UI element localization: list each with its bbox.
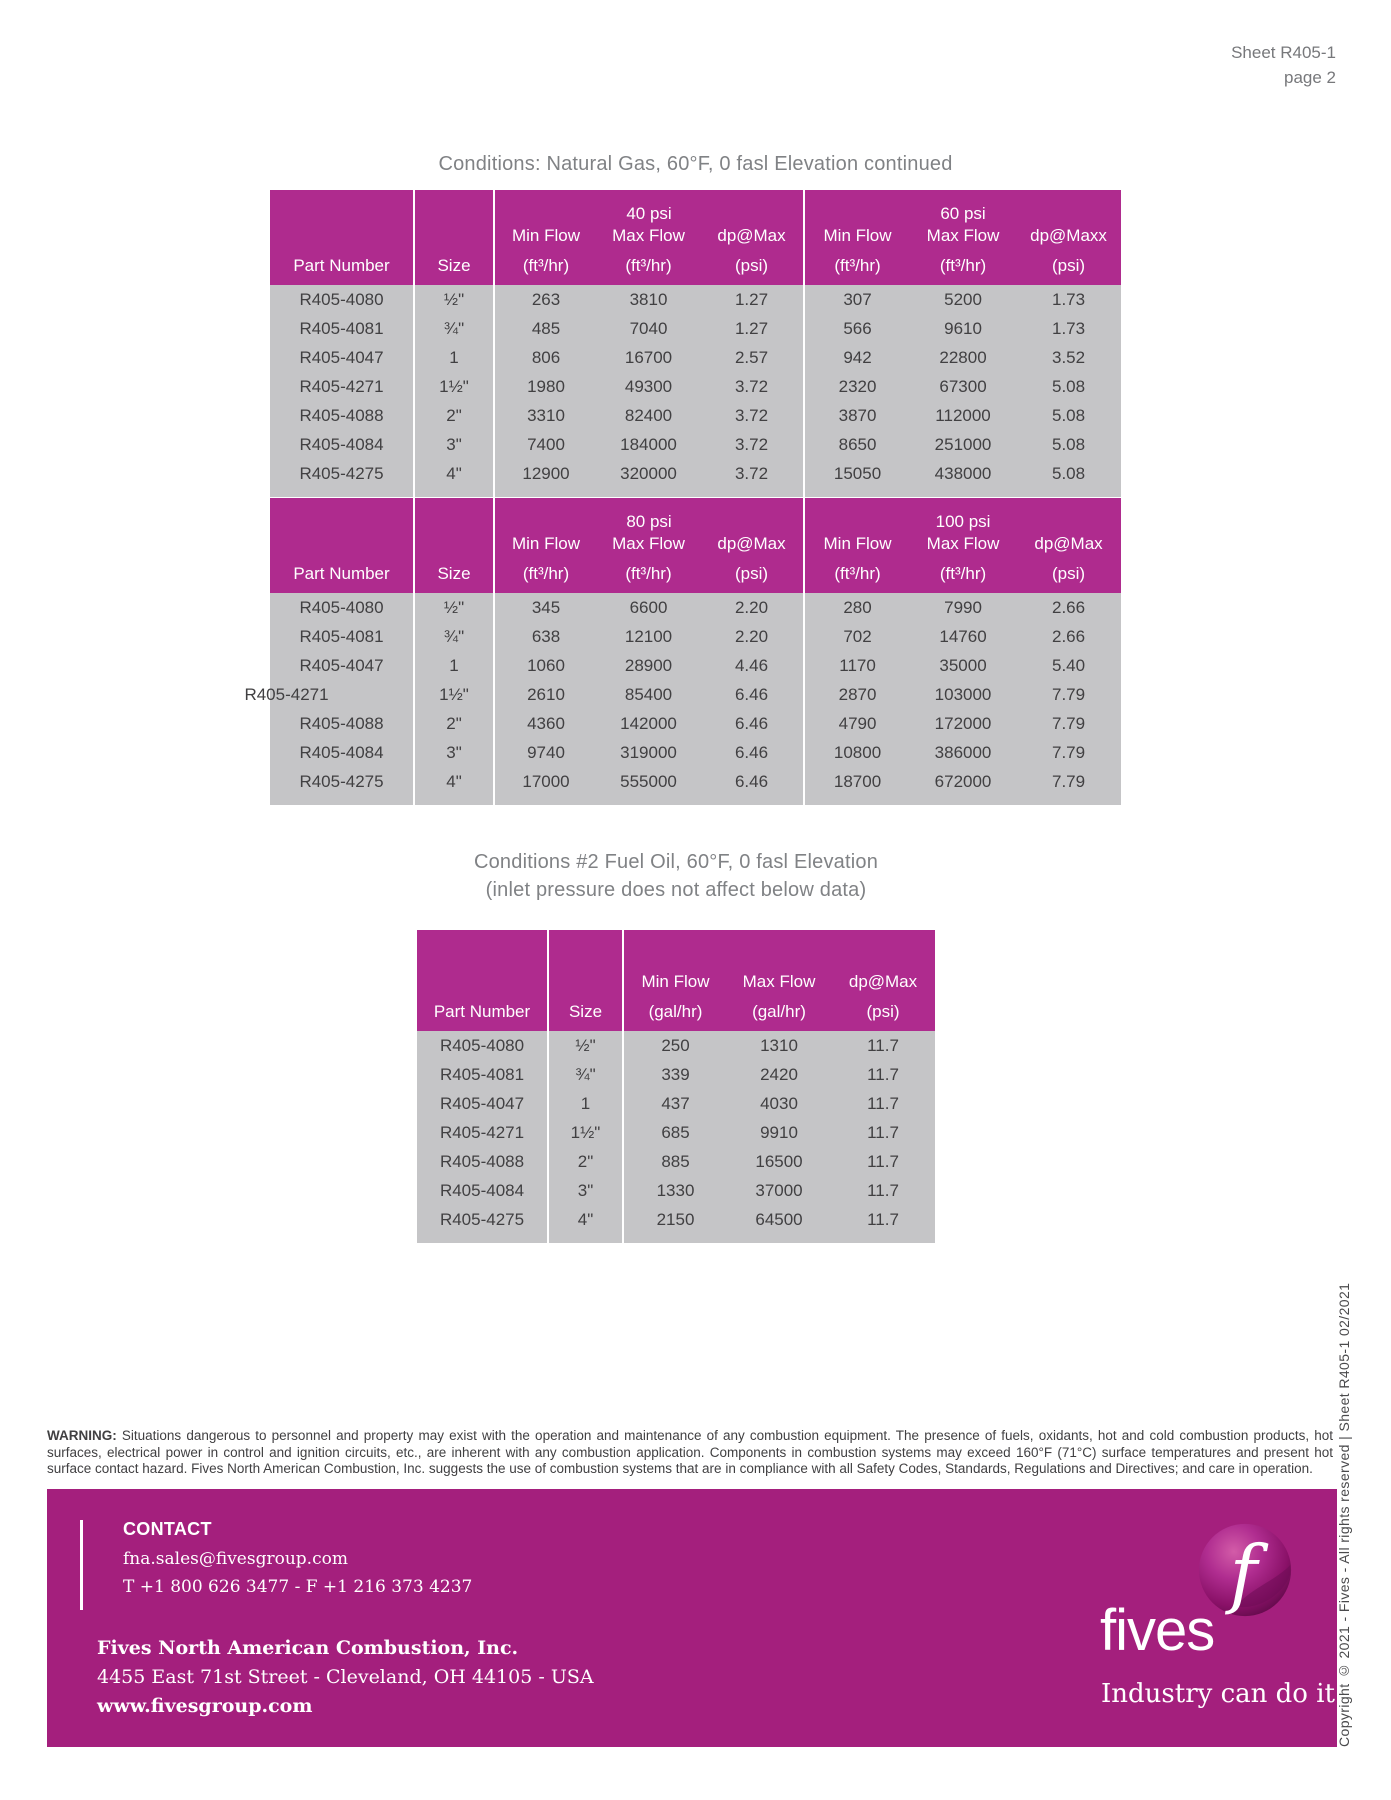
col-header: Min Flow [804,224,910,248]
col-header: dp@Max [700,532,804,556]
col-unit: (psi) [700,248,804,285]
part-number-cell: R405-4047 [270,343,414,372]
data-cell: 2" [414,401,494,430]
data-cell: 672000 [910,767,1016,796]
data-cell: 2610 [494,680,597,709]
data-cell: 172000 [910,709,1016,738]
part-number-cell: R405-4275 [270,459,414,488]
data-cell: 1½" [414,372,494,401]
data-cell: 2150 [623,1205,727,1234]
data-cell: 1310 [727,1031,831,1060]
table-body [244,593,1121,805]
part-number-cell: R405-4047 [270,651,414,680]
col-unit: (gal/hr) [623,994,727,1031]
data-cell: 142000 [597,709,700,738]
data-cell: 702 [804,622,910,651]
part-number-cell: R405-4275 [270,767,414,796]
header-blank [414,190,494,224]
data-cell: 251000 [910,430,1016,459]
data-cell: 1.27 [700,314,804,343]
data-cell: 12900 [494,459,597,488]
col-unit: (ft³/hr) [910,248,1016,285]
col-header: Min Flow [804,532,910,556]
contact-phone: T +1 800 626 3477 - F +1 216 373 4237 [123,1577,473,1597]
footer-band [47,1489,1337,1747]
data-cell: 263 [494,285,597,314]
data-cell: 1½" [414,680,494,709]
header-blank [417,930,548,970]
table-bottom-spacer [270,488,1121,497]
data-cell: 1 [414,651,494,680]
data-cell: 18700 [804,767,910,796]
table-row [417,1060,935,1089]
table-row [417,1176,935,1205]
pressure-group-label: 40 psi [494,190,804,224]
col-unit: (psi) [700,556,804,593]
company-name: Fives North American Combustion, Inc. [97,1637,519,1659]
data-cell: 2.66 [1016,622,1121,651]
data-cell: 7400 [494,430,597,459]
warning-text: Situations dangerous to personnel and property may exist with the operation and maintenance of any combustion equipment. The presence of fuels, oxidants, hot and cold combustion products, hot surfaces, electrical power in control and ignition circuits, etc., are inherent with any combustion application. Components in combustion systems may exceed 160°F (71°C) surface temperatures and present hot surface contact hazard. Fives North American Combustion, Inc. suggests the use of combustion systems that are in compliance with all Safety Codes, Standards, Regulations and Directives; and care in operation. [47,1428,1333,1476]
col-header: dp@Max [700,224,804,248]
data-cell: 3870 [804,401,910,430]
sheet-number: Sheet R405-1 [1231,43,1336,62]
part-number-cell: R405-4080 [270,593,414,622]
table-body [417,1031,935,1243]
company-website: www.fivesgroup.com [97,1695,313,1717]
data-cell: 4" [414,459,494,488]
header-blank [623,930,935,970]
data-cell: 7040 [597,314,700,343]
table-row [270,651,1121,680]
data-cell: 7.79 [1016,709,1121,738]
header-blank [414,532,494,556]
sheet-reference [1231,40,1336,90]
contact-divider-bar [80,1520,83,1610]
data-cell: 16700 [597,343,700,372]
data-cell: 7.79 [1016,680,1121,709]
fuel-oil-title-line1: Conditions #2 Fuel Oil, 60°F, 0 fasl Elevation [473,851,879,873]
data-cell: 1 [414,343,494,372]
table-header [417,930,935,1031]
data-cell: 28900 [597,651,700,680]
data-cell: 1 [548,1089,623,1118]
data-cell: 9740 [494,738,597,767]
part-number-cell: R405-4271 [417,1118,548,1147]
table-row [417,1147,935,1176]
data-cell: 9610 [910,314,1016,343]
data-cell: 37000 [727,1176,831,1205]
part-number-cell: R405-4081 [270,622,414,651]
data-cell: 17000 [494,767,597,796]
data-cell: 3.72 [700,401,804,430]
col-header-size: Size [548,994,623,1031]
data-cell: 5.40 [1016,651,1121,680]
part-number-cell: R405-4088 [417,1147,548,1176]
pressure-group-label: 100 psi [804,498,1121,532]
data-cell: 1.73 [1016,285,1121,314]
data-cell: 7.79 [1016,738,1121,767]
data-cell: 49300 [597,372,700,401]
data-cell: ¾" [414,314,494,343]
table-header [270,498,1121,593]
data-cell: 11.7 [831,1089,935,1118]
data-cell: 2" [548,1147,623,1176]
col-header-part-number: Part Number [417,994,548,1031]
data-cell: 7990 [910,593,1016,622]
table-row [270,372,1121,401]
data-cell: 64500 [727,1205,831,1234]
table-bottom-spacer [270,796,1121,805]
header-blank [270,498,414,532]
data-cell: 103000 [910,680,1016,709]
table-row [270,401,1121,430]
natural-gas-table-80-100-psi [244,498,1121,805]
svg-text:f: f [1229,1529,1258,1617]
natural-gas-table-40-60-psi [270,190,1121,497]
data-cell: 806 [494,343,597,372]
data-cell: 9910 [727,1118,831,1147]
part-number-cell: R405-4081 [270,314,414,343]
header-blank [270,224,414,248]
data-cell: 638 [494,622,597,651]
data-cell: 11.7 [831,1176,935,1205]
table-bottom-spacer [417,1234,935,1243]
data-cell: 1.73 [1016,314,1121,343]
data-cell: 1170 [804,651,910,680]
col-unit: (psi) [1016,556,1121,593]
data-cell: 280 [804,593,910,622]
col-header: Min Flow [623,970,727,994]
data-cell: 1½" [548,1118,623,1147]
col-unit: (psi) [831,994,935,1031]
header-blank [548,970,623,994]
data-cell: 437 [623,1089,727,1118]
contact-email: fna.sales@fivesgroup.com [123,1549,348,1569]
data-cell: 3.52 [1016,343,1121,372]
fuel-oil-title [417,848,935,904]
col-header-size: Size [414,248,494,285]
col-unit: (ft³/hr) [494,556,597,593]
data-cell: 6.46 [700,738,804,767]
data-cell: 386000 [910,738,1016,767]
company-address: 4455 East 71st Street - Cleveland, OH 44105 - USA [97,1666,594,1688]
data-cell: 1980 [494,372,597,401]
header-blank [417,970,548,994]
data-cell: 5.08 [1016,372,1121,401]
data-cell: 22800 [910,343,1016,372]
data-cell: 82400 [597,401,700,430]
warning-label: WARNING: [47,1428,122,1443]
data-cell: 67300 [910,372,1016,401]
data-cell: 250 [623,1031,727,1060]
data-cell: 485 [494,314,597,343]
fuel-oil-title-line2: (inlet pressure does not affect below data) [485,879,867,901]
data-cell: 11.7 [831,1031,935,1060]
data-cell: ½" [548,1031,623,1060]
fives-logotype: fives [1100,1598,1215,1663]
table-row [270,314,1121,343]
col-header: Max Flow [910,224,1016,248]
data-cell: 4" [414,767,494,796]
part-number-cell: R405-4047 [417,1089,548,1118]
data-cell: 6.46 [700,767,804,796]
col-header: Min Flow [494,224,597,248]
contact-heading: CONTACT [123,1519,212,1539]
table-row [270,430,1121,459]
data-cell: 4" [548,1205,623,1234]
header-blank [270,532,414,556]
data-cell: ½" [414,593,494,622]
data-cell: 566 [804,314,910,343]
data-cell: 11.7 [831,1147,935,1176]
table-row [270,593,1121,622]
data-cell: 12100 [597,622,700,651]
data-cell: ¾" [414,622,494,651]
col-unit: (ft³/hr) [804,556,910,593]
data-cell: 3310 [494,401,597,430]
table-row [270,622,1121,651]
col-header: Max Flow [597,224,700,248]
col-header: Min Flow [494,532,597,556]
part-number-cell: R405-4081 [417,1060,548,1089]
table-row [417,1118,935,1147]
data-cell: 2.57 [700,343,804,372]
col-unit: (ft³/hr) [597,248,700,285]
data-cell: 3.72 [700,459,804,488]
data-cell: 6.46 [700,680,804,709]
data-cell: 2870 [804,680,910,709]
table-row [270,680,1121,709]
data-cell: 112000 [910,401,1016,430]
part-number-cell: R405-4084 [270,430,414,459]
table-row [417,1031,935,1060]
data-cell: 555000 [597,767,700,796]
col-header: Max Flow [727,970,831,994]
part-number-cell: R405-4088 [270,401,414,430]
data-cell: 2.20 [700,622,804,651]
data-cell: 3.72 [700,430,804,459]
col-header-size: Size [414,556,494,593]
table-row [270,285,1121,314]
col-header: dp@Max [831,970,935,994]
pressure-group-label: 60 psi [804,190,1121,224]
data-cell: 2.20 [700,593,804,622]
data-cell: 11.7 [831,1118,935,1147]
data-cell: 5.08 [1016,459,1121,488]
warning-paragraph [47,1428,1333,1478]
data-cell: 319000 [597,738,700,767]
col-unit: (psi) [1016,248,1121,285]
col-header: Max Flow [910,532,1016,556]
data-cell: 3.72 [700,372,804,401]
part-number-cell: R405-4275 [417,1205,548,1234]
data-cell: 2320 [804,372,910,401]
part-number-cell: R405-4084 [270,738,414,767]
part-number-cell: R405-4271 [270,680,414,709]
header-blank [548,930,623,970]
data-cell: 8650 [804,430,910,459]
table-row [270,767,1121,796]
col-unit: (gal/hr) [727,994,831,1031]
table-header [270,190,1121,285]
data-cell: 1060 [494,651,597,680]
table-row [270,738,1121,767]
fives-tagline: Industry can do it [1101,1679,1335,1709]
data-cell: 4790 [804,709,910,738]
data-cell: ¾" [548,1060,623,1089]
data-cell: 339 [623,1060,727,1089]
data-cell: 1330 [623,1176,727,1205]
data-cell: 5.08 [1016,430,1121,459]
data-cell: 1.27 [700,285,804,314]
data-cell: 4360 [494,709,597,738]
data-cell: 885 [623,1147,727,1176]
col-header: dp@Maxx [1016,224,1121,248]
pressure-group-label: 80 psi [494,498,804,532]
data-cell: 5200 [910,285,1016,314]
data-cell: 685 [623,1118,727,1147]
data-cell: 345 [494,593,597,622]
table-row [270,709,1121,738]
header-blank [414,498,494,532]
fuel-oil-table [417,930,935,1243]
data-cell: 3" [414,738,494,767]
data-cell: ½" [414,285,494,314]
table-row [417,1089,935,1118]
data-cell: 3" [548,1176,623,1205]
part-number-cell: R405-4080 [270,285,414,314]
data-cell: 6.46 [700,709,804,738]
part-number-cell: R405-4084 [417,1176,548,1205]
col-unit: (ft³/hr) [494,248,597,285]
data-cell: 4030 [727,1089,831,1118]
data-cell: 3" [414,430,494,459]
data-cell: 184000 [597,430,700,459]
data-cell: 15050 [804,459,910,488]
data-cell: 307 [804,285,910,314]
data-cell: 3810 [597,285,700,314]
data-cell: 320000 [597,459,700,488]
col-unit: (ft³/hr) [804,248,910,285]
part-number-cell: R405-4080 [417,1031,548,1060]
data-cell: 2420 [727,1060,831,1089]
part-number-cell: R405-4271 [270,372,414,401]
data-cell: 85400 [597,680,700,709]
table-row [417,1205,935,1234]
data-cell: 7.79 [1016,767,1121,796]
vertical-copyright-note: Copyright © 2021 - Fives - All rights reserved | Sheet R405-1 02/2021 [1336,1282,1352,1747]
col-header: dp@Max [1016,532,1121,556]
table-body [270,285,1121,497]
data-cell: 438000 [910,459,1016,488]
table-row [270,343,1121,372]
data-cell: 942 [804,343,910,372]
col-header-part-number: Part Number [270,556,414,593]
data-cell: 14760 [910,622,1016,651]
data-cell: 2" [414,709,494,738]
natural-gas-title: Conditions: Natural Gas, 60°F, 0 fasl Elevation continued [438,153,953,175]
header-blank [414,224,494,248]
header-blank [270,190,414,224]
data-cell: 35000 [910,651,1016,680]
data-cell: 11.7 [831,1205,935,1234]
col-unit: (ft³/hr) [910,556,1016,593]
part-number-cell: R405-4088 [270,709,414,738]
page-number: page 2 [1284,68,1336,87]
data-cell: 4.46 [700,651,804,680]
data-cell: 5.08 [1016,401,1121,430]
data-cell: 16500 [727,1147,831,1176]
table-row [270,459,1121,488]
col-header-part-number: Part Number [270,248,414,285]
data-cell: 6600 [597,593,700,622]
data-cell: 10800 [804,738,910,767]
col-unit: (ft³/hr) [597,556,700,593]
col-header: Max Flow [597,532,700,556]
data-cell: 11.7 [831,1060,935,1089]
data-cell: 2.66 [1016,593,1121,622]
